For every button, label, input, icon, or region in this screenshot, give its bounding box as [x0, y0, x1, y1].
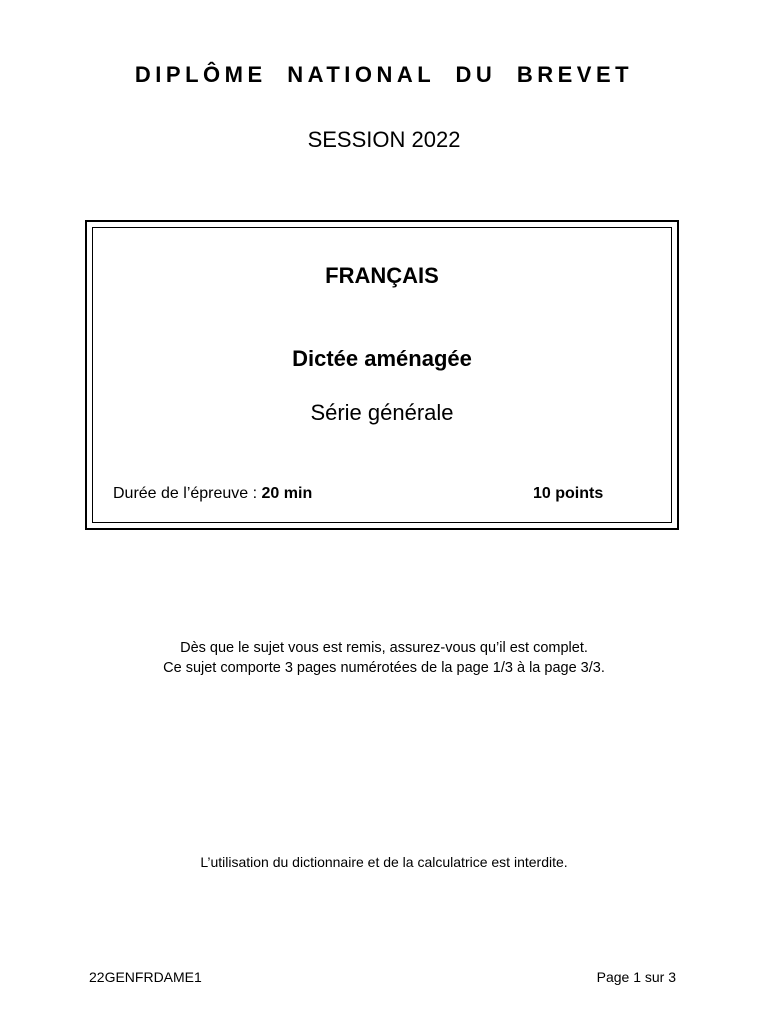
exam-info-inner-frame	[92, 227, 672, 523]
notice-line-1: Dès que le sujet vous est remis, assurez-vous qu’il est complet.	[180, 640, 588, 656]
exam-duration	[113, 484, 312, 504]
notice-line-2: Ce sujet comporte 3 pages numérotées de la page 1/3 à la page 3/3.	[163, 660, 605, 676]
tools-rule: L’utilisation du dictionnaire et de la calculatrice est interdite.	[200, 854, 568, 870]
completeness-notice	[0, 638, 768, 678]
footer-exam-code: 22GENFRDAME1	[89, 969, 202, 985]
exam-type: Dictée aménagée	[292, 346, 472, 371]
footer-page-number: Page 1 sur 3	[596, 969, 676, 985]
session-label: SESSION 2022	[307, 127, 461, 152]
subject-title: FRANÇAIS	[325, 263, 439, 288]
duration-label: Durée de l’épreuve :	[113, 485, 262, 502]
exam-points: 10 points	[533, 485, 604, 502]
exam-info-box	[85, 220, 679, 530]
exam-series: Série générale	[310, 400, 454, 425]
document-title: DIPLÔME NATIONAL DU BREVET	[134, 62, 634, 87]
duration-value: 20 min	[261, 485, 313, 502]
